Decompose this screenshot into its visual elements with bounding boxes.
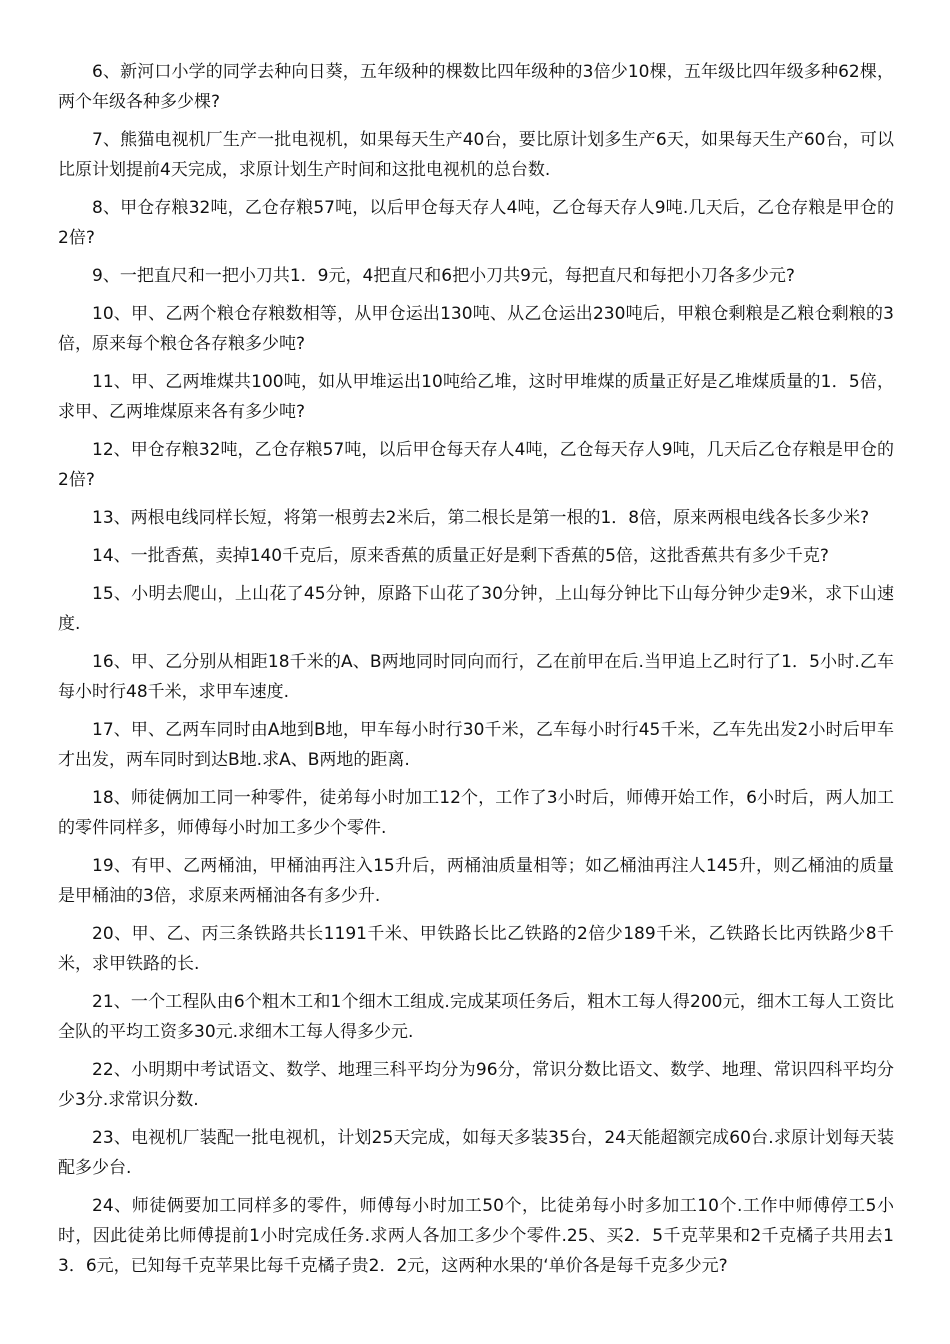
problem-23: 23、电视机厂装配一批电视机，计划25天完成，如每天多装35台，24天能超额完成60台.求原计划每天装配多少台. — [58, 1128, 894, 1178]
problem-16: 16、甲、乙分别从相距18千米的A、B两地同时同向而行，乙在前甲在后.当甲追上乙时行了1．5小时.乙车每小时行48千米，求甲车速度. — [58, 652, 894, 702]
problem-22: 22、小明期中考试语文、数学、地理三科平均分为96分，常识分数比语文、数学、地理、常识四科平均分少3分.求常识分数. — [58, 1060, 894, 1110]
problem-14: 14、一批香蕉，卖掉140千克后，原来香蕉的质量正好是剩下香蕉的5倍，这批香蕉共有多少千克? — [92, 546, 829, 566]
problem-10: 10、甲、乙两个粮仓存粮数相等，从甲仓运出130吨、从乙仓运出230吨后，甲粮仓剩粮是乙粮仓剩粮的3倍，原来每个粮仓各存粮多少吨? — [58, 304, 894, 354]
problem-21: 21、一个工程队由6个粗木工和1个细木工组成.完成某项任务后，粗木工每人得200元，细木工每人工资比全队的平均工资多30元.求细木工每人得多少元. — [58, 992, 894, 1042]
problem-9: 9、一把直尺和一把小刀共1．9元，4把直尺和6把小刀共9元，每把直尺和每把小刀各多少元? — [92, 266, 795, 286]
problem-11: 11、甲、乙两堆煤共100吨，如从甲堆运出10吨给乙堆，这时甲堆煤的质量正好是乙堆煤质量的1．5倍，求甲、乙两堆煤原来各有多少吨? — [58, 372, 894, 422]
problem-17: 17、甲、乙两车同时由A地到B地，甲车每小时行30千米，乙车每小时行45千米，乙车先出发2小时后甲车才出发，两车同时到达B地.求A、B两地的距离. — [58, 720, 894, 770]
problem-18: 18、师徒俩加工同一种零件，徒弟每小时加工12个，工作了3小时后，师傅开始工作，6小时后，两人加工的零件同样多，师傅每小时加工多少个零件. — [58, 788, 894, 838]
problem-6: 6、新河口小学的同学去种向日葵，五年级种的棵数比四年级种的3倍少10棵，五年级比四年级多种62棵，两个年级各种多少棵? — [58, 62, 894, 112]
problem-20: 20、甲、乙、丙三条铁路共长1191千米、甲铁路长比乙铁路的2倍少189千米，乙铁路长比丙铁路少8千米，求甲铁路的长. — [58, 924, 894, 974]
problem-12: 12、甲仓存粮32吨，乙仓存粮57吨，以后甲仓每天存人4吨，乙仓每天存人9吨，几天后乙仓存粮是甲仓的2倍? — [58, 440, 894, 490]
problem-15: 15、小明去爬山，上山花了45分钟，原路下山花了30分钟，上山每分钟比下山每分钟少走9米，求下山速度. — [58, 584, 894, 634]
problem-8: 8、甲仓存粮32吨，乙仓存粮57吨，以后甲仓每天存人4吨，乙仓每天存人9吨.几天后，乙仓存粮是甲仓的2倍? — [58, 198, 894, 248]
problem-7: 7、熊猫电视机厂生产一批电视机，如果每天生产40台，要比原计划多生产6天，如果每天生产60台，可以比原计划提前4天完成，求原计划生产时间和这批电视机的总台数. — [58, 130, 894, 180]
problem-19: 19、有甲、乙两桶油，甲桶油再注入15升后，两桶油质量相等；如乙桶油再注人145升，则乙桶油的质量是甲桶油的3倍，求原来两桶油各有多少升. — [58, 856, 894, 906]
problem-13: 13、两根电线同样长短，将第一根剪去2米后，第二根长是第一根的1．8倍，原来两根电线各长多少米? — [92, 508, 870, 528]
problem-24-25: 24、师徒俩要加工同样多的零件，师傅每小时加工50个，比徒弟每小时多加工10个.工作中师傅停工5小时，因此徒弟比师傅提前1小时完成任务.求两人各加工多少个零件.25、买2．5千克苹果和2千克橘子共用去13．6元，已知每千克苹果比每千克橘子贵2．2元，这两种水果的‘单价各是每千克多少元? — [58, 1196, 894, 1276]
problem-list — [58, 57, 894, 1289]
